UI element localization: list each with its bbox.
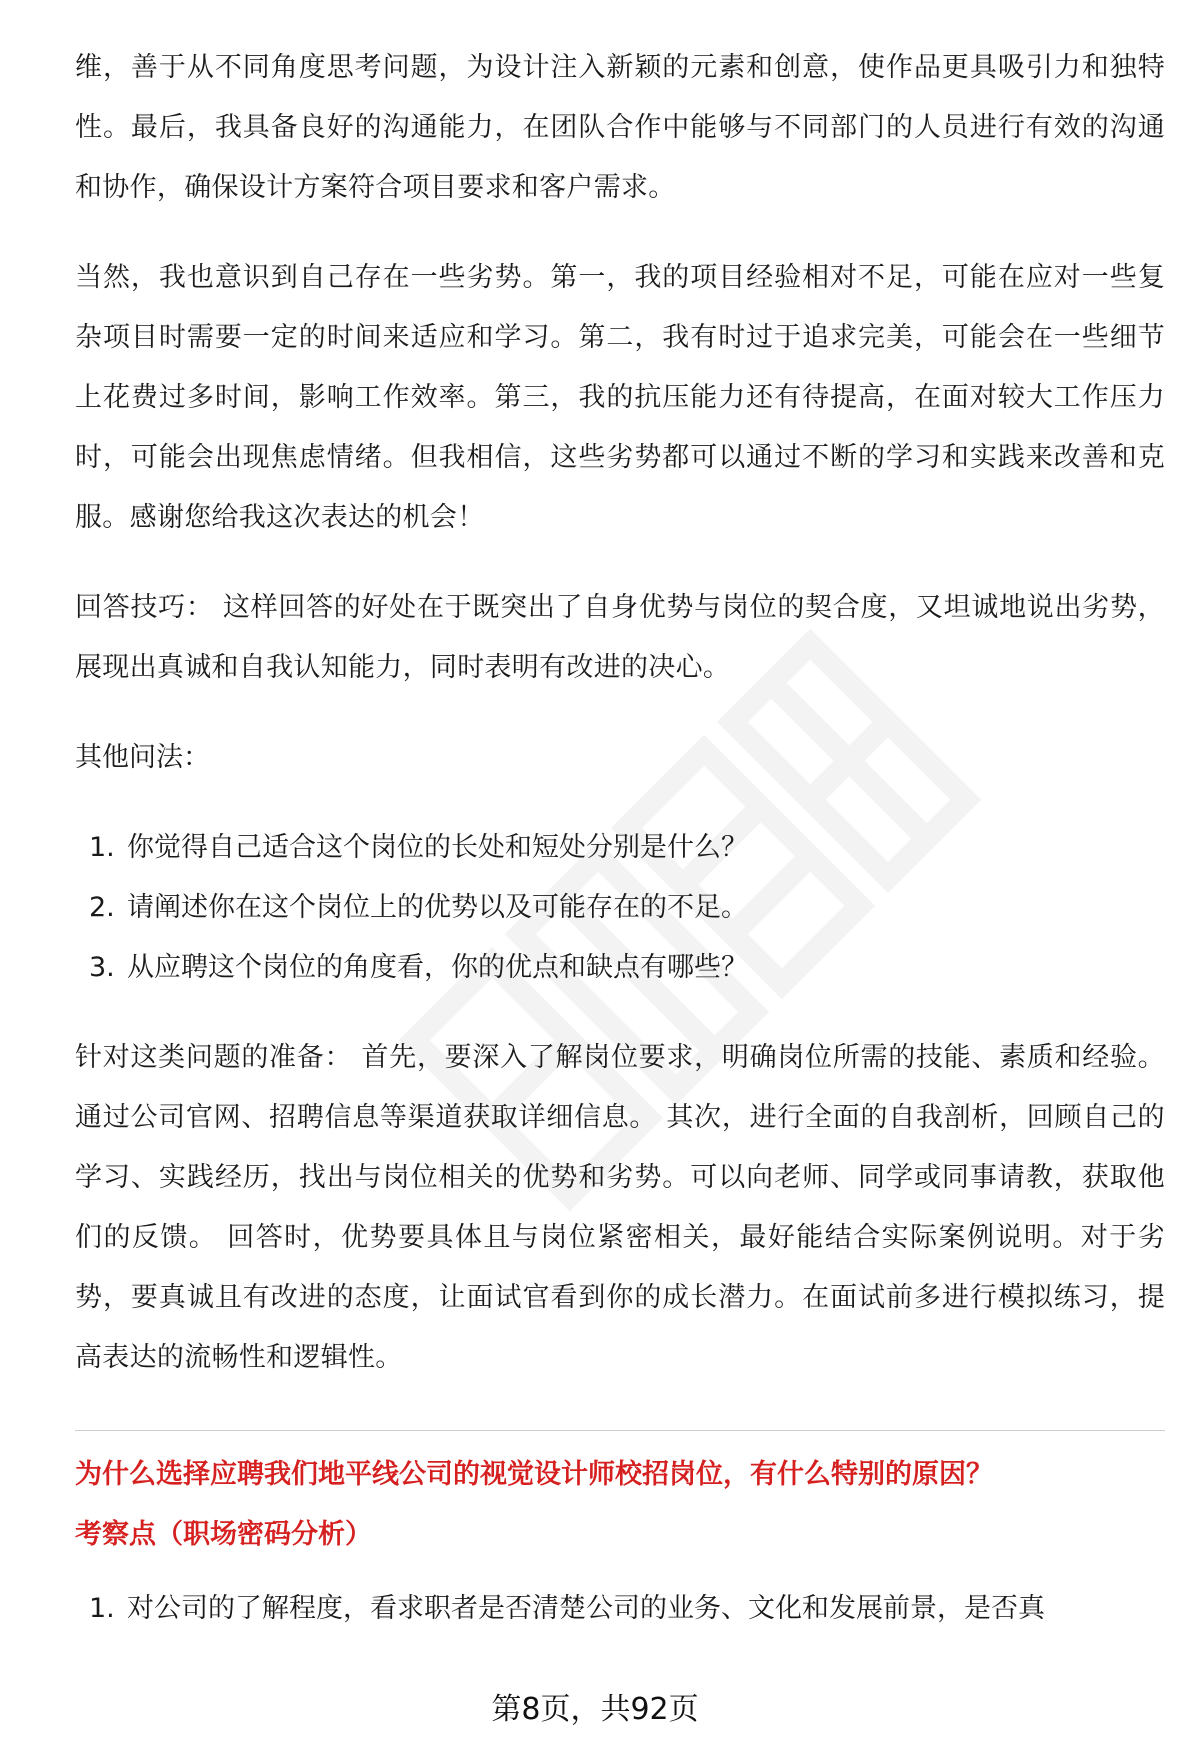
question-title: 为什么选择应聘我们地平线公司的视觉设计师校招岗位，有什么特别的原因？ — [75, 1459, 993, 1490]
list-item-number: 1. — [89, 832, 115, 863]
list-item-number: 1. — [89, 1593, 115, 1624]
question-subtitle: 考察点（职场密码分析） — [75, 1519, 372, 1550]
list-item-text: 对公司的了解程度，看求职者是否清楚公司的业务、文化和发展前景，是否真 — [127, 1593, 1045, 1624]
list-item-text: 请阐述你在这个岗位上的优势以及可能存在的不足。 — [127, 892, 748, 923]
other-questions-label: 其他问法： — [75, 742, 210, 773]
document-page — [75, 38, 1165, 1669]
list-item — [75, 818, 1165, 878]
list-item-text: 从应聘这个岗位的角度看，你的优点和缺点有哪些？ — [127, 952, 748, 983]
paragraph-weaknesses: 当然，我也意识到自己存在一些劣势。第一，我的项目经验相对不足，可能在应对一些复杂项目时需要一定的时间来适应和学习。第二，我有时过于追求完美，可能会在一些细节上花费过多时间，影响工作效率。第三，我的抗压能力还有待提高，在面对较大工作压力时，可能会出现焦虑情绪。但我相信，这些劣势都可以通过不断的学习和实践来改善和克服。感谢您给我这次表达的机会！ — [75, 262, 1165, 533]
list-item — [75, 938, 1165, 998]
list-item-number: 2. — [89, 892, 115, 923]
paragraph-preparation: 针对这类问题的准备： 首先，要深入了解岗位要求，明确岗位所需的技能、素质和经验。通过公司官网、招聘信息等渠道获取详细信息。 其次，进行全面的自我剖析，回顾自己的学习、实践经历，找出与岗位相关的优势和劣势。可以向老师、同学或同事请教，获取他们的反馈。 回答时，优势要具体且与岗位紧密相关，最好能结合实际案例说明。对于劣势，要真诚且有改进的态度，让面试官看到你的成长潜力。在面试前多进行模拟练习，提高表达的流畅性和逻辑性。 — [75, 1042, 1165, 1373]
list-item-text: 你觉得自己适合这个岗位的长处和短处分别是什么？ — [127, 832, 748, 863]
list-item — [75, 878, 1165, 938]
section-divider — [75, 1430, 1165, 1431]
list-item-number: 3. — [89, 952, 115, 983]
list-item — [75, 1579, 1165, 1639]
assessment-points-list — [75, 1579, 1165, 1639]
paragraph-strengths-continued: 维，善于从不同角度思考问题，为设计注入新颖的元素和创意，使作品更具吸引力和独特性。最后，我具备良好的沟通能力，在团队合作中能够与不同部门的人员进行有效的沟通和协作，确保设计方案符合项目要求和客户需求。 — [75, 52, 1165, 203]
paragraph-answer-tip: 回答技巧： 这样回答的好处在于既突出了自身优势与岗位的契合度，又坦诚地说出劣势，展现出真诚和自我认知能力，同时表明有改进的决心。 — [75, 592, 1165, 683]
page-number-footer: 第8页，共92页 — [491, 1692, 699, 1727]
other-questions-list — [75, 818, 1165, 998]
